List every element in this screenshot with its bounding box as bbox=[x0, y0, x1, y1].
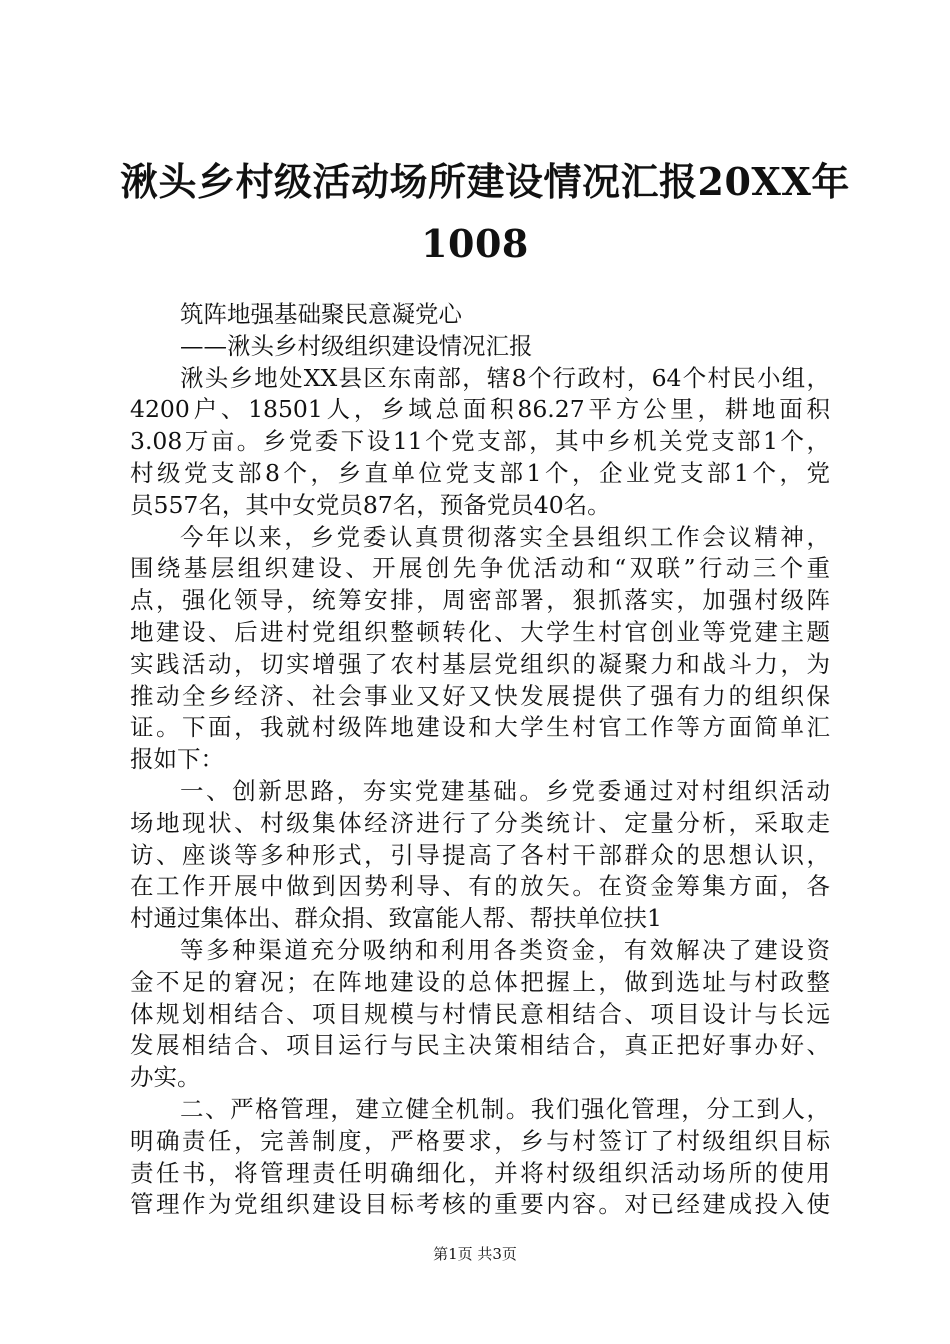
text-line: 场地现状、村级集体经济进行了分类统计、定量分析，采取走 bbox=[130, 808, 830, 837]
text-line: 点，强化领导，统筹安排，周密部署，狠抓落实，加强村级阵 bbox=[130, 586, 830, 615]
text-line: 湫头乡地处XX县区东南部，辖8个行政村，64个村民小组， bbox=[180, 363, 830, 392]
text-line: 明确责任，完善制度，严格要求，乡与村签订了村级组织目标 bbox=[130, 1126, 830, 1155]
text-line: 等多种渠道充分吸纳和利用各类资金，有效解决了建设资 bbox=[180, 935, 830, 964]
text-line: 员557名，其中女党员87名，预备党员40名。 bbox=[130, 490, 611, 519]
text-line: 一、创新思路，夯实党建基础。乡党委通过对村组织活动 bbox=[180, 776, 830, 805]
text-line: ——湫头乡村级组织建设情况汇报 bbox=[180, 331, 533, 360]
text-line: 3.08万亩。乡党委下设11个党支部，其中乡机关党支部1个， bbox=[130, 427, 830, 456]
text-line: 实践活动，切实增强了农村基层党组织的凝聚力和战斗力，为 bbox=[130, 649, 830, 678]
text-line: 推动全乡经济、社会事业又好又快发展提供了强有力的组织保 bbox=[130, 681, 830, 710]
text-line: 4200户、18501人，乡域总面积86.27平方公里，耕地面积 bbox=[130, 395, 830, 424]
text-line: 地建设、后进村党组织整顿转化、大学生村官创业等党建主题 bbox=[130, 617, 830, 646]
text-line: 筑阵地强基础聚民意凝党心 bbox=[180, 300, 462, 328]
text-line: 报如下： bbox=[130, 745, 224, 774]
text-line: 围绕基层组织建设、开展创先争优活动和“双联”行动三个重 bbox=[130, 554, 830, 583]
text-line: 金不足的窘况；在阵地建设的总体把握上，做到选址与村政整 bbox=[130, 967, 830, 996]
text-line: 办实。 bbox=[130, 1063, 201, 1092]
text-line: 访、座谈等多种形式，引导提高了各村干部群众的思想认识， bbox=[130, 840, 830, 869]
text-line: 在工作开展中做到因势利导、有的放矢。在资金筹集方面，各 bbox=[130, 872, 830, 901]
text-line: 二、严格管理，建立健全机制。我们强化管理，分工到人， bbox=[180, 1094, 830, 1123]
document-body bbox=[130, 299, 830, 1221]
text-line: 村级党支部8个，乡直单位党支部1个，企业党支部1个，党 bbox=[130, 458, 830, 487]
text-line: 发展相结合、项目运行与民主决策相结合，真正把好事办好、 bbox=[130, 1031, 830, 1060]
document-title-line-1: 湫头乡村级活动场所建设情况汇报20XX年 bbox=[120, 159, 850, 204]
text-line: 证。下面，我就村级阵地建设和大学生村官工作等方面简单汇 bbox=[130, 713, 830, 742]
text-line: 管理作为党组织建设目标考核的重要内容。对已经建成投入使 bbox=[130, 1190, 830, 1219]
text-line: 体规划相结合、项目规模与村情民意相结合、项目设计与长远 bbox=[130, 999, 830, 1028]
document-title-line-2: 1008 bbox=[421, 221, 529, 266]
text-line: 今年以来，乡党委认真贯彻落实全县组织工作会议精神， bbox=[180, 522, 830, 551]
text-line: 责任书，将管理责任明确细化，并将村级组织活动场所的使用 bbox=[130, 1158, 830, 1187]
text-line: 村通过集体出、群众捐、致富能人帮、帮扶单位扶1 bbox=[130, 904, 662, 933]
page-footer: 第1页 共3页 bbox=[433, 1245, 517, 1263]
